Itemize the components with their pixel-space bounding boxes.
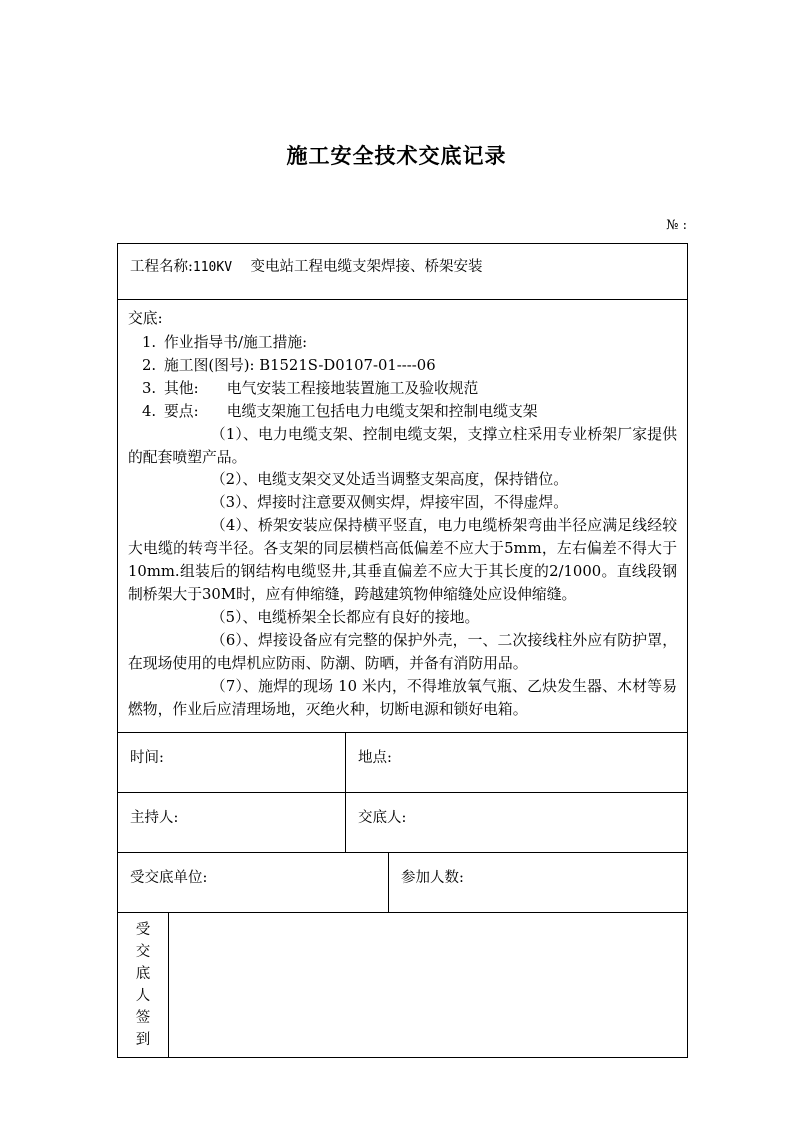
time-cell[interactable] xyxy=(118,732,346,792)
attendance-count-label: 参加人数: xyxy=(401,869,464,886)
briefing-heading: 交底: xyxy=(128,310,163,327)
list-item-text: 施工图(图号): B1521S-D0107-01----06 xyxy=(164,356,436,374)
table-row-time-place xyxy=(118,732,688,792)
project-name-value: 变电站工程电缆支架焊接、桥架安装 xyxy=(250,259,483,275)
list-item xyxy=(128,332,677,355)
briefing-point-2: （2）、电缆支架交叉处适当调整支架高度，保持错位。 xyxy=(210,471,569,489)
project-code-value: 110KV xyxy=(192,260,233,275)
vertical-char-5: 签 xyxy=(135,1009,151,1026)
list-item-index: 4. xyxy=(142,402,157,420)
briefing-point-1: （1）、电力电缆支架、控制电缆支架，支撑立柱采用专业桥架厂家提供的配套喷塑产品。 xyxy=(128,425,678,466)
table-row-host-presenter xyxy=(118,792,688,852)
briefing-point-7: （7）、施焊的现场 10 米内，不得堆放氧气瓶、乙炔发生器、木材等易燃物，作业后应清理场地，灭绝火种，切断电源和锁好电箱。 xyxy=(128,677,678,718)
receiving-unit-label: 受交底单位: xyxy=(130,869,208,886)
place-label: 地点: xyxy=(358,749,392,766)
briefing-point-5: （5）、电缆桥架全长都应有良好的接地。 xyxy=(210,608,480,626)
vertical-char-3: 底 xyxy=(135,965,151,982)
host-cell[interactable] xyxy=(118,792,346,852)
signature-area[interactable] xyxy=(169,912,688,1057)
host-label: 主持人: xyxy=(130,809,179,826)
briefing-point-4: （4）、桥架安装应保持横平竖直，电力电缆桥架弯曲半径应满足线经较大电缆的转弯半径。各支架的同层横档高低偏差不应大于5mm，左右偏差不得大于10mm.组装后的钢结构电缆竖井,其垂直偏差不应大于其长度的2/1000。直线段钢制桥架大于30M时，应有伸缩缝，跨越建筑物伸缩缝处应设伸缩缝。 xyxy=(128,517,678,604)
project-name-label: 工程名称: xyxy=(130,259,193,275)
time-label: 时间: xyxy=(130,749,164,766)
serial-number-label: № : xyxy=(666,218,687,233)
list-item-text: 要点: 电缆支架施工包括电力电缆支架和控制电缆支架 xyxy=(164,402,538,420)
presenter-cell[interactable] xyxy=(346,792,688,852)
briefing-point-3: （3）、焊接时注意要双侧实焊，焊接牢固，不得虚焊。 xyxy=(210,494,569,512)
vertical-char-6: 到 xyxy=(135,1031,151,1048)
briefing-point-6: （6）、焊接设备应有完整的保护外壳，一、二次接线柱外应有防护罩，在现场使用的电焊机应防雨、防潮、防晒，并备有消防用品。 xyxy=(128,631,678,672)
place-cell[interactable] xyxy=(346,732,688,792)
briefing-record-table xyxy=(117,243,688,1058)
list-item xyxy=(128,401,677,424)
attendance-count-cell[interactable] xyxy=(389,852,688,912)
list-item-text: 其他: 电气安装工程接地装置施工及验收规范 xyxy=(164,379,479,397)
briefing-content-cell xyxy=(118,300,688,733)
vertical-char-4: 人 xyxy=(135,987,151,1004)
vertical-char-2: 交 xyxy=(135,943,151,960)
list-item-index: 1. xyxy=(142,333,157,351)
table-row-signatures xyxy=(118,912,688,1057)
project-name-cell xyxy=(118,244,688,300)
table-row-briefing-body xyxy=(118,300,688,733)
table-row-project xyxy=(118,244,688,300)
list-item xyxy=(128,355,677,378)
page-title: 施工安全技术交底记录 xyxy=(286,143,507,168)
briefing-numbered-list xyxy=(128,332,677,424)
table-row-unit-attendance xyxy=(118,852,688,912)
signature-vertical-label xyxy=(118,912,169,1057)
presenter-label: 交底人: xyxy=(358,809,407,826)
receiving-unit-cell[interactable] xyxy=(118,852,389,912)
vertical-char-1: 受 xyxy=(135,921,151,938)
list-item xyxy=(128,378,677,401)
list-item-index: 3. xyxy=(142,379,157,397)
list-item-index: 2. xyxy=(142,356,157,374)
list-item-text: 作业指导书/施工措施: xyxy=(164,333,308,351)
